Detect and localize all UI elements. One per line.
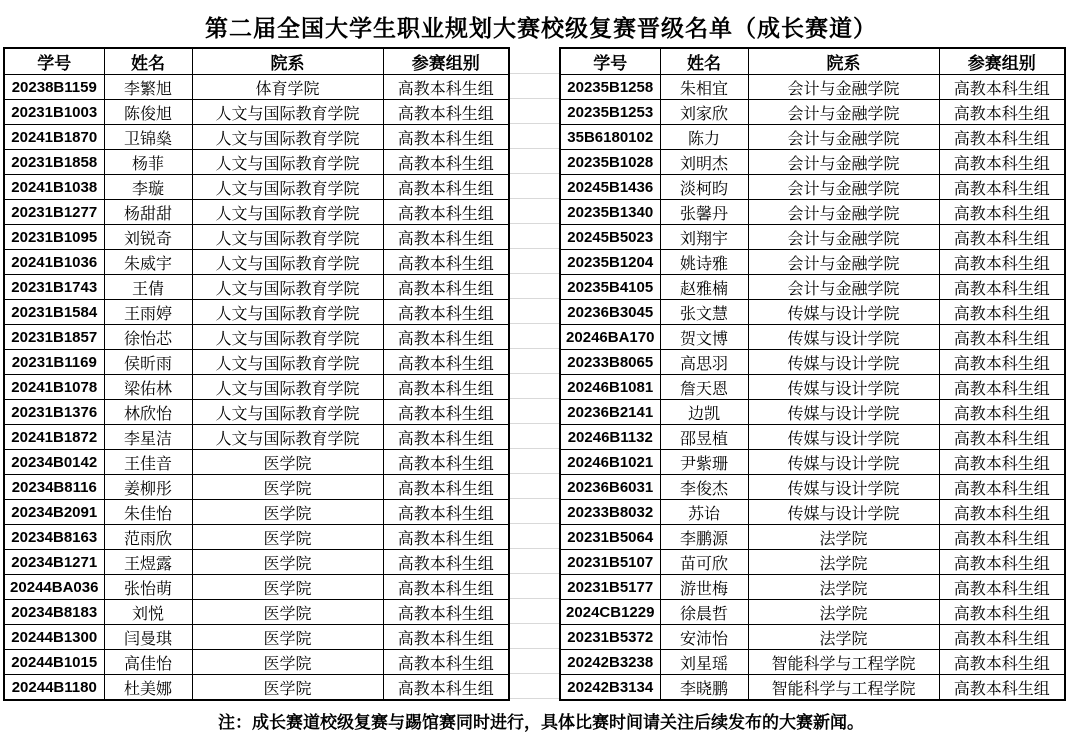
table-row bbox=[560, 425, 1065, 450]
cell-department: 人文与国际教育学院 bbox=[192, 325, 383, 350]
cell-student-id: 20231B5064 bbox=[560, 525, 660, 550]
cell-department: 医学院 bbox=[192, 525, 383, 550]
cell-name: 苗可欣 bbox=[660, 550, 748, 575]
cell-department: 人文与国际教育学院 bbox=[192, 375, 383, 400]
cell-name: 王煜露 bbox=[104, 550, 192, 575]
cell-department: 法学院 bbox=[748, 600, 939, 625]
cell-name: 淡柯昀 bbox=[660, 175, 748, 200]
cell-student-id: 20236B2141 bbox=[560, 400, 660, 425]
column-header: 姓名 bbox=[104, 48, 192, 75]
cell-group: 高教本科生组 bbox=[939, 200, 1065, 225]
cell-group: 高教本科生组 bbox=[383, 575, 509, 600]
table-row bbox=[560, 250, 1065, 275]
cell-department: 传媒与设计学院 bbox=[748, 325, 939, 350]
cell-name: 姜柳彤 bbox=[104, 475, 192, 500]
cell-student-id: 20231B5177 bbox=[560, 575, 660, 600]
cell-group: 高教本科生组 bbox=[383, 500, 509, 525]
cell-name: 陈俊旭 bbox=[104, 100, 192, 125]
cell-student-id: 20245B5023 bbox=[560, 225, 660, 250]
cell-department: 传媒与设计学院 bbox=[748, 350, 939, 375]
cell-name: 边凯 bbox=[660, 400, 748, 425]
cell-name: 朱威宇 bbox=[104, 250, 192, 275]
cell-student-id: 20246B1132 bbox=[560, 425, 660, 450]
cell-group: 高教本科生组 bbox=[383, 400, 509, 425]
cell-name: 高思羽 bbox=[660, 350, 748, 375]
cell-department: 人文与国际教育学院 bbox=[192, 300, 383, 325]
cell-group: 高教本科生组 bbox=[939, 675, 1065, 701]
cell-student-id: 20231B1584 bbox=[4, 300, 104, 325]
cell-student-id: 20238B1159 bbox=[4, 75, 104, 100]
table-header bbox=[560, 48, 1065, 75]
cell-student-id: 20233B8032 bbox=[560, 500, 660, 525]
cell-student-id: 20231B5107 bbox=[560, 550, 660, 575]
cell-department: 人文与国际教育学院 bbox=[192, 125, 383, 150]
cell-student-id: 20241B1078 bbox=[4, 375, 104, 400]
table-row bbox=[560, 675, 1065, 701]
table-row bbox=[4, 500, 509, 525]
cell-group: 高教本科生组 bbox=[939, 225, 1065, 250]
cell-group: 高教本科生组 bbox=[939, 100, 1065, 125]
cell-department: 医学院 bbox=[192, 575, 383, 600]
cell-department: 会计与金融学院 bbox=[748, 275, 939, 300]
cell-name: 姚诗雅 bbox=[660, 250, 748, 275]
cell-department: 法学院 bbox=[748, 625, 939, 650]
cell-department: 人文与国际教育学院 bbox=[192, 275, 383, 300]
cell-student-id: 20246BA170 bbox=[560, 325, 660, 350]
column-header: 院系 bbox=[192, 48, 383, 75]
cell-student-id: 20231B1277 bbox=[4, 200, 104, 225]
table-row bbox=[4, 175, 509, 200]
cell-department: 会计与金融学院 bbox=[748, 250, 939, 275]
cell-group: 高教本科生组 bbox=[939, 525, 1065, 550]
column-header: 参赛组别 bbox=[383, 48, 509, 75]
cell-name: 徐晨哲 bbox=[660, 600, 748, 625]
cell-department: 人文与国际教育学院 bbox=[192, 175, 383, 200]
cell-department: 法学院 bbox=[748, 525, 939, 550]
cell-department: 传媒与设计学院 bbox=[748, 450, 939, 475]
table-row bbox=[560, 600, 1065, 625]
cell-group: 高教本科生组 bbox=[939, 475, 1065, 500]
column-header: 学号 bbox=[560, 48, 660, 75]
cell-student-id: 2024CB1229 bbox=[560, 600, 660, 625]
roster-table-right bbox=[559, 47, 1066, 701]
cell-name: 徐怡芯 bbox=[104, 325, 192, 350]
table-row bbox=[4, 225, 509, 250]
cell-name: 张馨丹 bbox=[660, 200, 748, 225]
cell-name: 卫锦燊 bbox=[104, 125, 192, 150]
cell-group: 高教本科生组 bbox=[383, 250, 509, 275]
cell-department: 医学院 bbox=[192, 600, 383, 625]
cell-student-id: 20231B5372 bbox=[560, 625, 660, 650]
cell-student-id: 20231B1376 bbox=[4, 400, 104, 425]
table-row bbox=[4, 150, 509, 175]
cell-student-id: 20236B6031 bbox=[560, 475, 660, 500]
column-header: 学号 bbox=[4, 48, 104, 75]
cell-student-id: 20231B1743 bbox=[4, 275, 104, 300]
cell-group: 高教本科生组 bbox=[383, 300, 509, 325]
cell-department: 医学院 bbox=[192, 500, 383, 525]
cell-group: 高教本科生组 bbox=[939, 500, 1065, 525]
cell-student-id: 20246B1021 bbox=[560, 450, 660, 475]
cell-name: 刘锐奇 bbox=[104, 225, 192, 250]
cell-name: 赵雅楠 bbox=[660, 275, 748, 300]
roster-table-left bbox=[3, 47, 510, 701]
cell-department: 人文与国际教育学院 bbox=[192, 425, 383, 450]
cell-name: 王佳音 bbox=[104, 450, 192, 475]
cell-name: 李璇 bbox=[104, 175, 192, 200]
cell-group: 高教本科生组 bbox=[383, 150, 509, 175]
cell-group: 高教本科生组 bbox=[383, 525, 509, 550]
cell-name: 刘明杰 bbox=[660, 150, 748, 175]
cell-group: 高教本科生组 bbox=[939, 400, 1065, 425]
cell-student-id: 20234B8183 bbox=[4, 600, 104, 625]
table-row bbox=[4, 650, 509, 675]
table-row bbox=[4, 300, 509, 325]
cell-name: 尹紫珊 bbox=[660, 450, 748, 475]
cell-name: 詹天恩 bbox=[660, 375, 748, 400]
cell-group: 高教本科生组 bbox=[939, 425, 1065, 450]
cell-group: 高教本科生组 bbox=[939, 175, 1065, 200]
cell-student-id: 20242B3238 bbox=[560, 650, 660, 675]
cell-student-id: 20244B1300 bbox=[4, 625, 104, 650]
cell-group: 高教本科生组 bbox=[383, 350, 509, 375]
cell-department: 传媒与设计学院 bbox=[748, 375, 939, 400]
cell-student-id: 20234B0142 bbox=[4, 450, 104, 475]
table-row bbox=[560, 275, 1065, 300]
table-row bbox=[560, 75, 1065, 100]
cell-name: 朱佳怡 bbox=[104, 500, 192, 525]
table-row bbox=[4, 575, 509, 600]
cell-student-id: 20233B8065 bbox=[560, 350, 660, 375]
cell-student-id: 20231B1095 bbox=[4, 225, 104, 250]
cell-student-id: 20241B1036 bbox=[4, 250, 104, 275]
table-row bbox=[560, 100, 1065, 125]
cell-department: 会计与金融学院 bbox=[748, 100, 939, 125]
cell-group: 高教本科生组 bbox=[939, 450, 1065, 475]
cell-department: 会计与金融学院 bbox=[748, 225, 939, 250]
cell-student-id: 20231B1003 bbox=[4, 100, 104, 125]
table-row bbox=[560, 150, 1065, 175]
cell-department: 医学院 bbox=[192, 550, 383, 575]
cell-group: 高教本科生组 bbox=[939, 75, 1065, 100]
table-row bbox=[4, 375, 509, 400]
cell-name: 闫曼琪 bbox=[104, 625, 192, 650]
cell-group: 高教本科生组 bbox=[383, 600, 509, 625]
cell-department: 医学院 bbox=[192, 450, 383, 475]
cell-student-id: 20242B3134 bbox=[560, 675, 660, 701]
cell-department: 人文与国际教育学院 bbox=[192, 200, 383, 225]
cell-student-id: 20244B1180 bbox=[4, 675, 104, 701]
table-row bbox=[4, 600, 509, 625]
cell-department: 会计与金融学院 bbox=[748, 125, 939, 150]
cell-student-id: 20234B8163 bbox=[4, 525, 104, 550]
cell-group: 高教本科生组 bbox=[939, 275, 1065, 300]
table-row bbox=[560, 400, 1065, 425]
cell-department: 传媒与设计学院 bbox=[748, 300, 939, 325]
cell-student-id: 20235B1028 bbox=[560, 150, 660, 175]
cell-name: 林欣怡 bbox=[104, 400, 192, 425]
cell-group: 高教本科生组 bbox=[383, 200, 509, 225]
column-header: 参赛组别 bbox=[939, 48, 1065, 75]
cell-student-id: 20246B1081 bbox=[560, 375, 660, 400]
cell-department: 法学院 bbox=[748, 575, 939, 600]
cell-department: 体育学院 bbox=[192, 75, 383, 100]
table-row bbox=[4, 450, 509, 475]
table-row bbox=[4, 275, 509, 300]
cell-group: 高教本科生组 bbox=[383, 650, 509, 675]
table-gap-gridlines bbox=[510, 47, 559, 699]
cell-student-id: 20241B1038 bbox=[4, 175, 104, 200]
cell-name: 侯昕雨 bbox=[104, 350, 192, 375]
table-row bbox=[4, 250, 509, 275]
cell-name: 刘悦 bbox=[104, 600, 192, 625]
cell-group: 高教本科生组 bbox=[383, 450, 509, 475]
column-header: 院系 bbox=[748, 48, 939, 75]
cell-student-id: 20241B1870 bbox=[4, 125, 104, 150]
cell-group: 高教本科生组 bbox=[939, 125, 1065, 150]
cell-student-id: 20244BA036 bbox=[4, 575, 104, 600]
cell-name: 苏诒 bbox=[660, 500, 748, 525]
table-row bbox=[560, 625, 1065, 650]
cell-group: 高教本科生组 bbox=[383, 125, 509, 150]
cell-name: 李繁旭 bbox=[104, 75, 192, 100]
cell-group: 高教本科生组 bbox=[383, 225, 509, 250]
cell-name: 杨菲 bbox=[104, 150, 192, 175]
cell-name: 李鹏源 bbox=[660, 525, 748, 550]
table-header bbox=[4, 48, 509, 75]
cell-student-id: 20231B1858 bbox=[4, 150, 104, 175]
table-row bbox=[4, 75, 509, 100]
page-title: 第二届全国大学生职业规划大赛校级复赛晋级名单（成长赛道） bbox=[205, 15, 877, 41]
cell-department: 传媒与设计学院 bbox=[748, 400, 939, 425]
cell-name: 李星洁 bbox=[104, 425, 192, 450]
cell-department: 法学院 bbox=[748, 550, 939, 575]
cell-student-id: 20244B1015 bbox=[4, 650, 104, 675]
table-row bbox=[4, 625, 509, 650]
cell-group: 高教本科生组 bbox=[383, 325, 509, 350]
table-row bbox=[4, 325, 509, 350]
cell-student-id: 20235B1204 bbox=[560, 250, 660, 275]
cell-group: 高教本科生组 bbox=[939, 650, 1065, 675]
cell-department: 人文与国际教育学院 bbox=[192, 350, 383, 375]
table-row bbox=[560, 325, 1065, 350]
cell-name: 王倩 bbox=[104, 275, 192, 300]
cell-name: 杜美娜 bbox=[104, 675, 192, 701]
cell-department: 会计与金融学院 bbox=[748, 200, 939, 225]
cell-name: 贺文博 bbox=[660, 325, 748, 350]
table-row bbox=[4, 525, 509, 550]
cell-department: 医学院 bbox=[192, 625, 383, 650]
table-row bbox=[560, 450, 1065, 475]
cell-name: 李晓鹏 bbox=[660, 675, 748, 701]
column-header: 姓名 bbox=[660, 48, 748, 75]
cell-department: 医学院 bbox=[192, 475, 383, 500]
cell-department: 智能科学与工程学院 bbox=[748, 650, 939, 675]
cell-name: 刘翔宇 bbox=[660, 225, 748, 250]
cell-name: 张文慧 bbox=[660, 300, 748, 325]
table-row bbox=[4, 350, 509, 375]
table-row bbox=[4, 425, 509, 450]
cell-group: 高教本科生组 bbox=[383, 675, 509, 701]
cell-student-id: 20231B1857 bbox=[4, 325, 104, 350]
cell-student-id: 20241B1872 bbox=[4, 425, 104, 450]
cell-department: 传媒与设计学院 bbox=[748, 425, 939, 450]
table-row bbox=[4, 100, 509, 125]
cell-group: 高教本科生组 bbox=[939, 550, 1065, 575]
cell-student-id: 20235B1258 bbox=[560, 75, 660, 100]
cell-group: 高教本科生组 bbox=[383, 625, 509, 650]
cell-student-id: 20245B1436 bbox=[560, 175, 660, 200]
cell-student-id: 20234B1271 bbox=[4, 550, 104, 575]
table-row bbox=[560, 350, 1065, 375]
cell-department: 人文与国际教育学院 bbox=[192, 250, 383, 275]
cell-name: 梁佑林 bbox=[104, 375, 192, 400]
cell-department: 人文与国际教育学院 bbox=[192, 225, 383, 250]
cell-department: 医学院 bbox=[192, 675, 383, 701]
cell-group: 高教本科生组 bbox=[383, 375, 509, 400]
cell-name: 刘星瑶 bbox=[660, 650, 748, 675]
cell-student-id: 20235B1340 bbox=[560, 200, 660, 225]
table-row bbox=[560, 650, 1065, 675]
table-row bbox=[560, 225, 1065, 250]
table-row bbox=[560, 175, 1065, 200]
table-row bbox=[560, 300, 1065, 325]
cell-student-id: 20235B4105 bbox=[560, 275, 660, 300]
table-row bbox=[560, 375, 1065, 400]
cell-name: 范雨欣 bbox=[104, 525, 192, 550]
cell-department: 会计与金融学院 bbox=[748, 175, 939, 200]
cell-student-id: 20234B2091 bbox=[4, 500, 104, 525]
table-row bbox=[560, 125, 1065, 150]
cell-name: 李俊杰 bbox=[660, 475, 748, 500]
table-row bbox=[560, 475, 1065, 500]
cell-group: 高教本科生组 bbox=[939, 575, 1065, 600]
cell-name: 高佳怡 bbox=[104, 650, 192, 675]
cell-department: 会计与金融学院 bbox=[748, 75, 939, 100]
cell-department: 人文与国际教育学院 bbox=[192, 100, 383, 125]
cell-student-id: 35B6180102 bbox=[560, 125, 660, 150]
cell-department: 会计与金融学院 bbox=[748, 150, 939, 175]
table-row bbox=[560, 575, 1065, 600]
cell-student-id: 20234B8116 bbox=[4, 475, 104, 500]
cell-student-id: 20236B3045 bbox=[560, 300, 660, 325]
cell-department: 人文与国际教育学院 bbox=[192, 150, 383, 175]
table-row bbox=[560, 500, 1065, 525]
cell-department: 人文与国际教育学院 bbox=[192, 400, 383, 425]
cell-group: 高教本科生组 bbox=[939, 325, 1065, 350]
cell-name: 王雨婷 bbox=[104, 300, 192, 325]
table-row bbox=[4, 400, 509, 425]
table-row bbox=[4, 125, 509, 150]
cell-group: 高教本科生组 bbox=[383, 75, 509, 100]
cell-group: 高教本科生组 bbox=[939, 350, 1065, 375]
cell-group: 高教本科生组 bbox=[939, 625, 1065, 650]
cell-name: 张怡萌 bbox=[104, 575, 192, 600]
cell-name: 杨甜甜 bbox=[104, 200, 192, 225]
cell-name: 邵昱植 bbox=[660, 425, 748, 450]
cell-student-id: 20231B1169 bbox=[4, 350, 104, 375]
table-row bbox=[560, 525, 1065, 550]
cell-name: 朱相宜 bbox=[660, 75, 748, 100]
cell-department: 智能科学与工程学院 bbox=[748, 675, 939, 701]
cell-group: 高教本科生组 bbox=[939, 375, 1065, 400]
table-row bbox=[560, 200, 1065, 225]
cell-group: 高教本科生组 bbox=[383, 175, 509, 200]
cell-group: 高教本科生组 bbox=[939, 300, 1065, 325]
cell-student-id: 20235B1253 bbox=[560, 100, 660, 125]
cell-group: 高教本科生组 bbox=[939, 150, 1065, 175]
cell-group: 高教本科生组 bbox=[383, 100, 509, 125]
cell-name: 陈力 bbox=[660, 125, 748, 150]
cell-group: 高教本科生组 bbox=[383, 475, 509, 500]
table-row bbox=[560, 550, 1065, 575]
cell-department: 医学院 bbox=[192, 650, 383, 675]
cell-group: 高教本科生组 bbox=[939, 250, 1065, 275]
cell-name: 安沛怡 bbox=[660, 625, 748, 650]
cell-group: 高教本科生组 bbox=[939, 600, 1065, 625]
cell-department: 传媒与设计学院 bbox=[748, 500, 939, 525]
tables-container bbox=[3, 47, 1066, 701]
cell-group: 高教本科生组 bbox=[383, 425, 509, 450]
table-row bbox=[4, 200, 509, 225]
table-row bbox=[4, 675, 509, 701]
cell-name: 刘家欣 bbox=[660, 100, 748, 125]
cell-group: 高教本科生组 bbox=[383, 550, 509, 575]
table-row bbox=[4, 550, 509, 575]
cell-department: 传媒与设计学院 bbox=[748, 475, 939, 500]
cell-group: 高教本科生组 bbox=[383, 275, 509, 300]
footnote: 注：成长赛道校级复赛与踢馆赛同时进行，具体比赛时间请关注后续发布的大赛新闻。 bbox=[218, 713, 864, 732]
cell-name: 游世梅 bbox=[660, 575, 748, 600]
table-row bbox=[4, 475, 509, 500]
